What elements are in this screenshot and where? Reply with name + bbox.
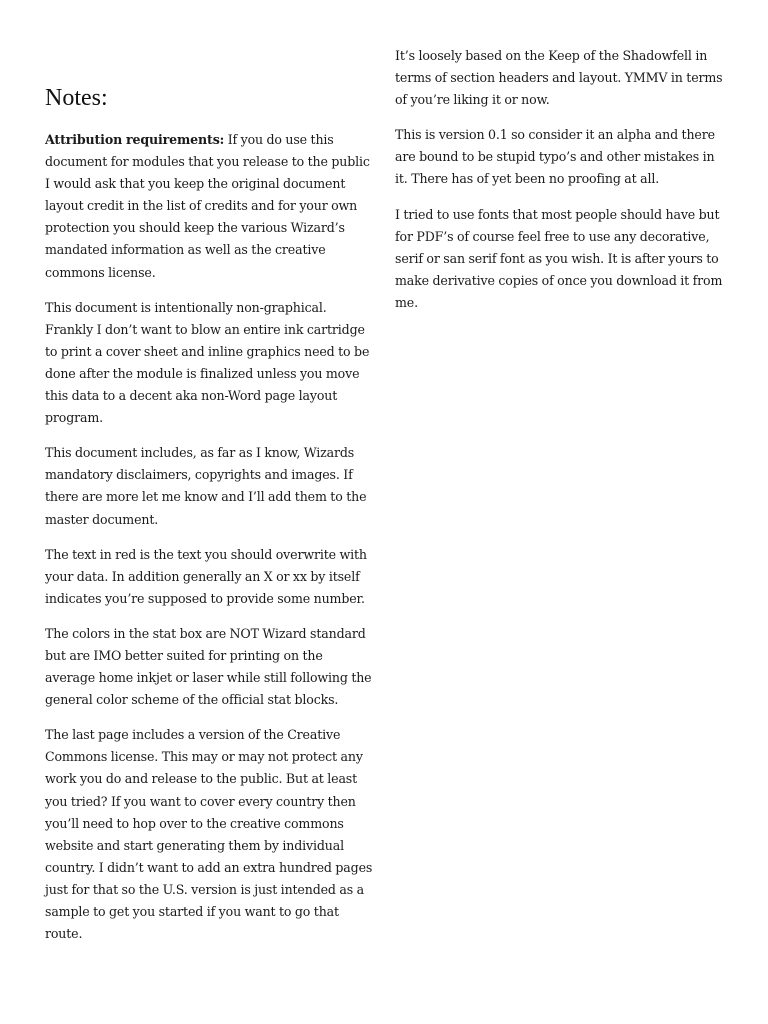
- creative-commons-paragraph: The last page includes a version of the Creative Commons license. This may or may not protect any work you do and release to the public. But at least you tried? If you want to cover every country then you’ll need to hop over to the creative commons website and start generating them by individual country. I didn’t want to add an extra hundred pages just for that so the U.S. version is just intended as a sample to get you started if you want to go that route.: [45, 727, 373, 942]
- stat-box-colors-paragraph: The colors in the stat box are NOT Wizard standard but are IMO better suited for printing on the average home inkjet or laser while still following the general color scheme of the official stat blocks.: [45, 625, 372, 708]
- red-text-paragraph: The text in red is the text you should overwrite with your data. In addition generally an X or xx by itself indicates you’re supposed to provide some number.: [45, 546, 367, 606]
- attribution-paragraph: [45, 129, 375, 284]
- attribution-label: Attribution requirements:: [45, 132, 225, 147]
- attribution-text: If you do use this document for modules that you release to the public I would ask that you keep the original document layout credit in the list of credits and for your own protection you should keep the various Wizard’s mandated information as well as the creative commons license.: [45, 132, 370, 280]
- fonts-paragraph: I tried to use fonts that most people should have but for PDF’s of course feel free to use any decorative, serif or san serif font as you wish. It is after yours to make derivative copies of once you download it from me.: [395, 206, 723, 310]
- shadowfell-paragraph: It’s loosely based on the Keep of the Shadowfell in terms of section headers and layout. YMMV in terms of you’re liking it or now.: [395, 48, 723, 108]
- left-paragraphs: [45, 129, 375, 945]
- non-graphical-paragraph: This document is intentionally non-graphical. Frankly I don’t want to blow an entire ink cartridge to print a cover sheet and inline graphics need to be done after the module is finalized unless you move this data to a decent aka non-Word page layout program.: [45, 299, 370, 426]
- right-paragraphs: [395, 45, 730, 314]
- version-paragraph: This is version 0.1 so consider it an alpha and there are bound to be stupid typo’s and other mistakes in it. There has of yet been no proofing at all.: [395, 127, 715, 187]
- disclaimers-paragraph: This document includes, as far as I know, Wizards mandatory disclaimers, copyrights and images. If there are more let me know and I’ll add them to the master document.: [45, 445, 367, 527]
- notes-heading: Notes:: [45, 85, 108, 111]
